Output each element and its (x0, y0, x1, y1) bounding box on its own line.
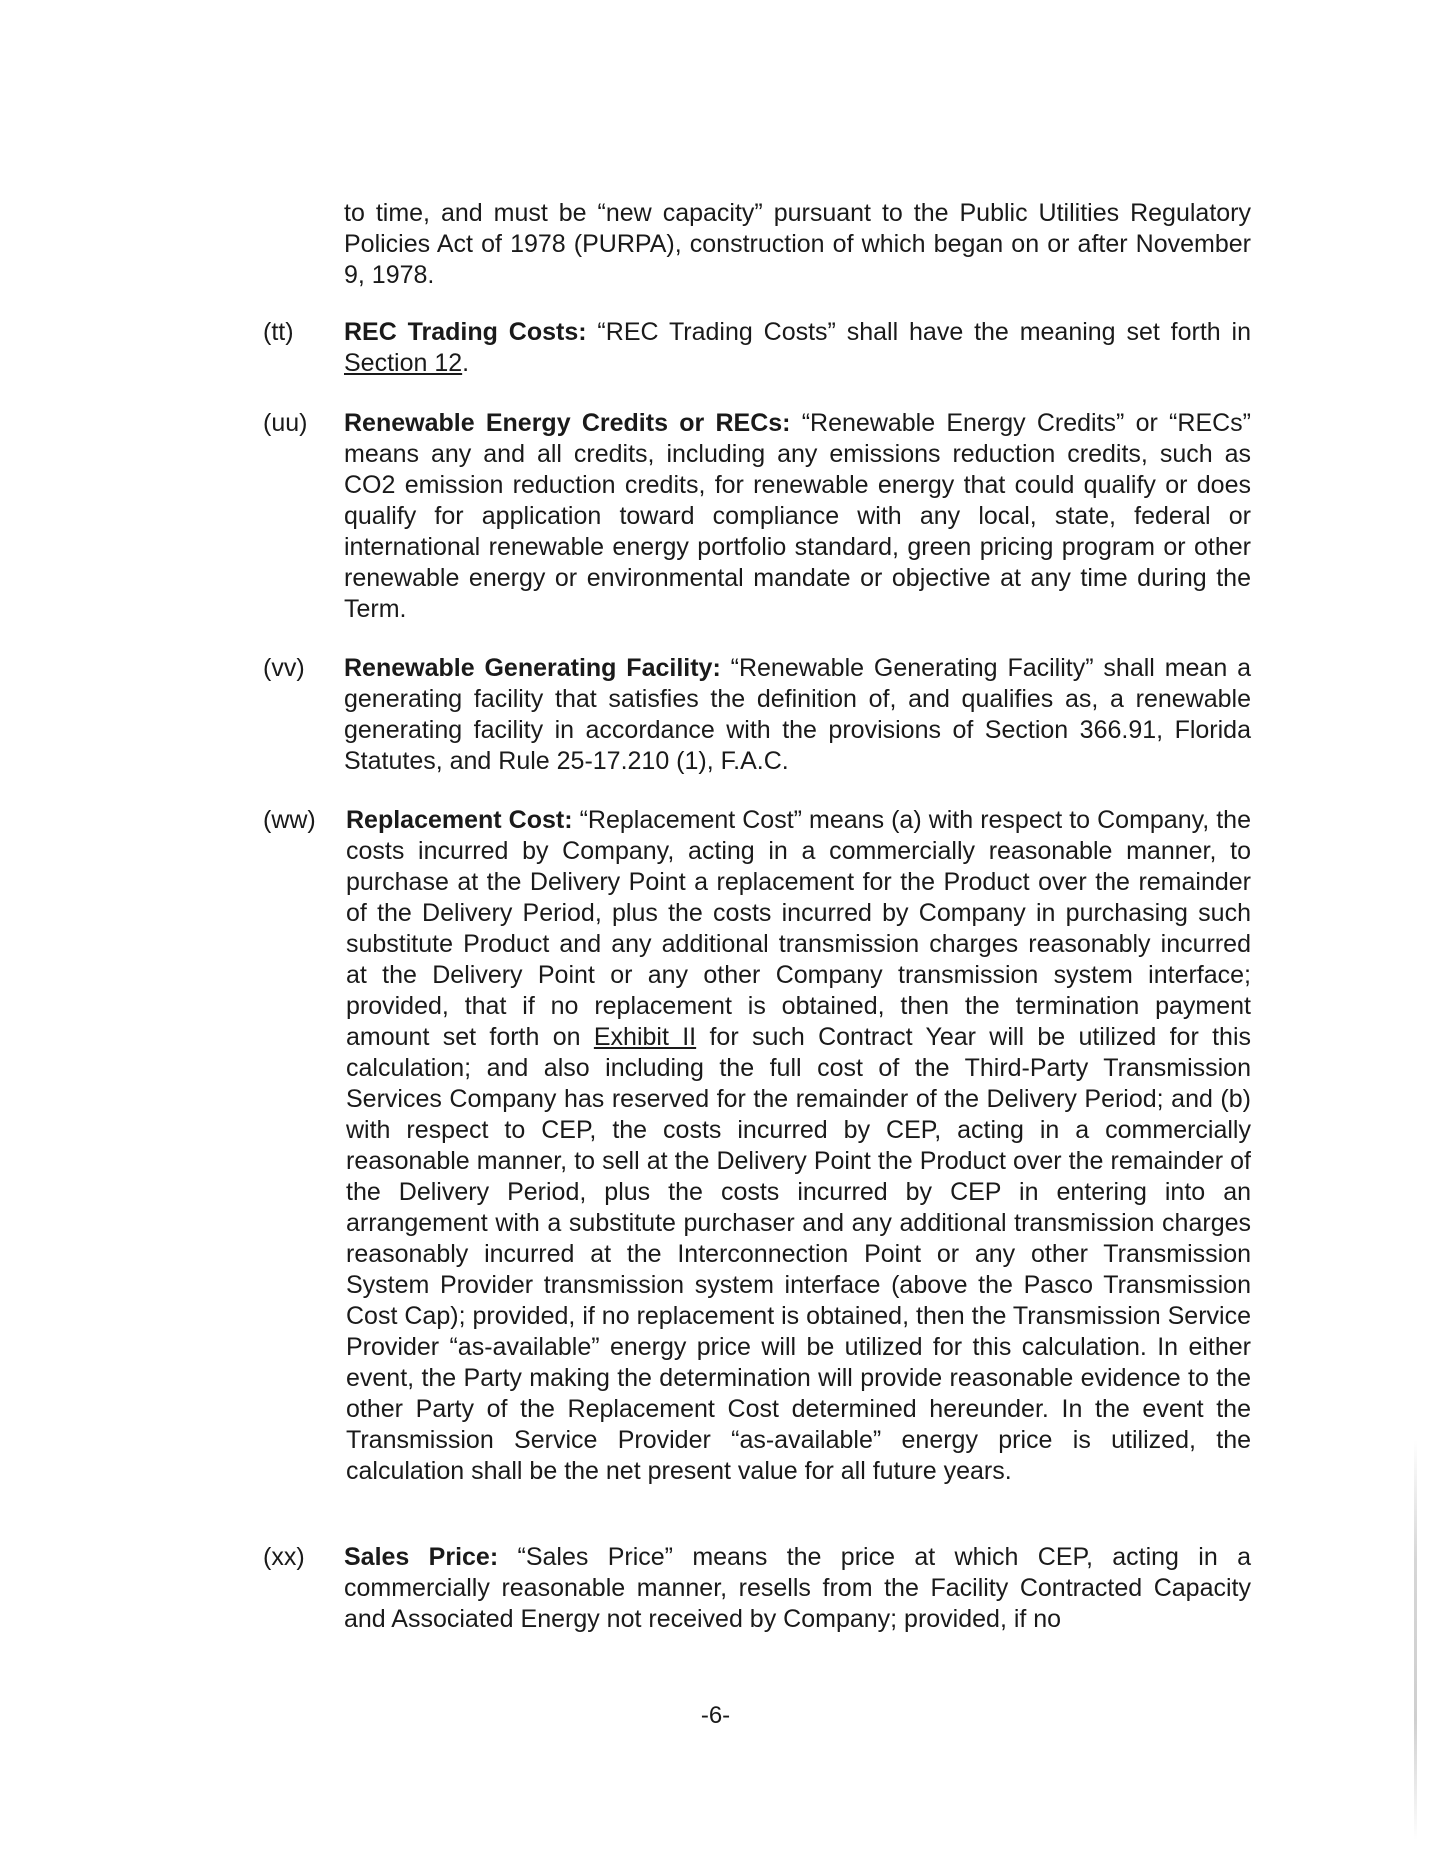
definition-text: “Renewable Generating Facility” shall mean a generating facility that satisfies the definition of, and qualifies as, a renewable generating facility in accordance with the provisions of Section 366.91, Florida Statutes, and Rule 25-17.210 (1), F.A.C. (344, 654, 1251, 775)
continuation-paragraph: to time, and must be “new capacity” pursuant to the Public Utilities Regulatory Policies Act of 1978 (PURPA), construction of which began on or after November 9, 1978. (344, 199, 1251, 289)
definition-text: “Sales Price” means the price at which CEP, acting in a commercially reasonable manner, resells from the Facility Contracted Capacity and Associated Energy not received by Company; provided, if no (344, 1543, 1251, 1633)
definition-body (346, 805, 1251, 1487)
definition-body (344, 1542, 1251, 1635)
definition-text: “Renewable Energy Credits” or “RECs” means any and all credits, including any emissions reduction credits, such as CO2 emission reduction credits, for renewable energy that could qualify or does qualify for application toward compliance with any local, state, federal or international renewable energy portfolio standard, green pricing program or other renewable energy or environmental mandate or objective at any time during the Term. (344, 409, 1251, 623)
defined-term: REC Trading Costs: (344, 318, 587, 346)
exhibit-reference-link[interactable]: Exhibit II (593, 1023, 697, 1051)
page-number: -6- (700, 1702, 731, 1729)
definition-body (344, 317, 1251, 379)
item-marker: (uu) (263, 409, 308, 437)
definition-body (344, 653, 1251, 777)
section-reference-link[interactable]: Section 12 (344, 349, 463, 377)
scan-edge-shadow (1414, 1440, 1417, 1840)
defined-term: Replacement Cost: (346, 806, 573, 834)
definition-text: “REC Trading Costs” shall have the meaning set forth in (586, 318, 1251, 346)
item-marker: (xx) (263, 1543, 305, 1571)
defined-term: Sales Price: (344, 1543, 499, 1571)
item-marker: (vv) (263, 654, 305, 682)
definition-text-end: for such Contract Year will be utilized for this calculation; and also including the full cost of the Third-Party Transmission Services Company has reserved for the remainder of the Delivery Period; and (b) with respect to CEP, the costs incurred by CEP, acting in a commercially reasonable manner, to sell at the Delivery Point the Product over the remainder of the Delivery Period, plus the costs incurred by CEP in entering into an arrangement with a substitute purchaser and any additional transmission charges reasonably incurred at the Interconnection Point or any other Transmission System Provider transmission system interface (above the Pasco Transmission Cost Cap); provided, if no replacement is obtained, then the Transmission Service Provider “as-available” energy price will be utilized for this calculation. In either event, the Party making the determination will provide reasonable evidence to the other Party of the Replacement Cost determined hereunder. In the event the Transmission Service Provider “as-available” energy price is utilized, the calculation shall be the net present value for all future years. (346, 1023, 1252, 1485)
item-marker: (ww) (263, 806, 316, 834)
item-marker: (tt) (263, 318, 294, 346)
definition-text: “Replacement Cost” means (a) with respect to Company, the costs incurred by Company, acting in a commercially reasonable manner, to purchase at the Delivery Point a replacement for the Product over the remainder of the Delivery Period, plus the costs incurred by Company in purchasing such substitute Product and any additional transmission charges reasonably incurred at the Delivery Point or any other Company transmission system interface; provided, that if no replacement is obtained, then the termination payment amount set forth on (346, 806, 1251, 1051)
defined-term: Renewable Energy Credits or RECs: (344, 409, 791, 437)
defined-term: Renewable Generating Facility: (344, 654, 721, 682)
definition-text-end: . (462, 349, 470, 377)
definition-body (344, 408, 1251, 625)
